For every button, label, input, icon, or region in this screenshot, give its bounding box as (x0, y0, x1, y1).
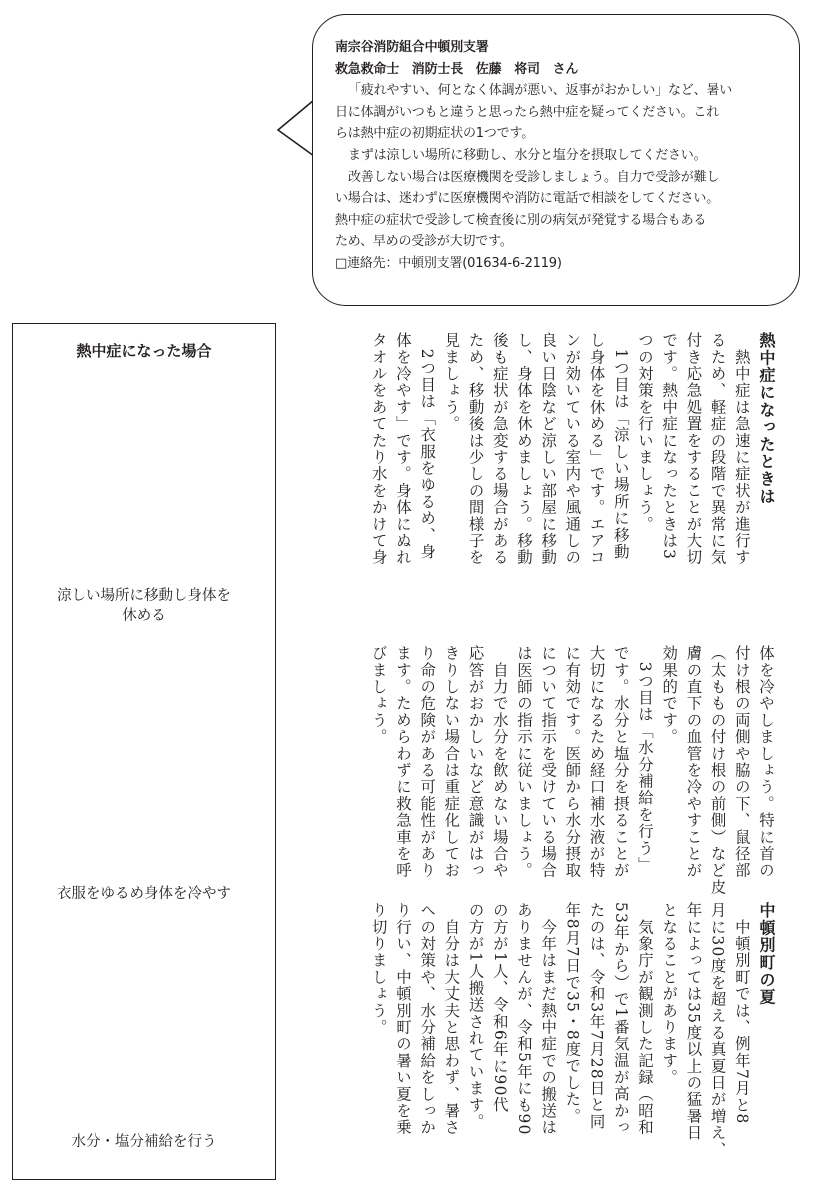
speech-bubble-tail (276, 96, 316, 160)
article-line: るため、軽症の段階で異常に気 (708, 332, 727, 566)
step-loosen-clothes: 衣服をゆるめ身体を冷やす (57, 886, 231, 902)
article-line: ンが効いている室内や風通しの (563, 332, 582, 566)
step-hydration: 水分・塩分補給を行う (71, 1134, 217, 1150)
article-line: 膚の直下の血管を冷やすことが (684, 645, 703, 879)
article-line: タオルをあてたり水をかけて身 (369, 332, 388, 566)
article-block-continued (367, 645, 778, 896)
bubble-text-line: まずは涼しい場所に移動し、水分と塩分を摂取してください。 (348, 147, 707, 163)
article-line: 応答がおかしいなど意識がはっ (466, 645, 485, 879)
bubble-organization: 南宗谷消防組合中頓別支署 (335, 40, 489, 55)
article-line: つの対策を行いましょう。 (635, 332, 654, 533)
article-line: ありませんが、令和5年にも90 (514, 902, 533, 1136)
article-block-heatstroke (367, 332, 778, 622)
bubble-text-line: い場合は、迷わずに医療機関や消防に電話で相談をしてください。 (335, 191, 720, 207)
bubble-text-line: 日に体調がいつもと違うと思ったら熱中症を疑ってください。これ (335, 104, 720, 120)
article-line: 体を冷やしましょう。特に首の (757, 645, 775, 879)
article-heading: 熱中症になったときは (757, 332, 776, 505)
bubble-text-line: 「疲れやすい、何となく体調が悪い、返事がおかしい」など、暑い (348, 83, 733, 99)
article-line: びましょう。 (369, 645, 388, 746)
article-line: は医師の指示に従いましょう。 (514, 645, 533, 879)
bubble-text-line: 改善しない場合は医療機関を受診しましょう。自力で受診が難し (348, 169, 720, 185)
article-heading: 中頓別町の夏 (757, 902, 776, 1006)
article-line: 自力で水分を飲めない場合や (490, 645, 509, 879)
step-cool-place (13, 586, 275, 626)
article-line: り行い、中頓別町の暑い夏を乗 (393, 902, 412, 1136)
steps-box-title: 熱中症になった場合 (76, 342, 212, 360)
article-line: （太ももの付け根の前側）など皮 (708, 645, 727, 896)
article-line: 見ましょう。 (442, 332, 461, 433)
bubble-text-line: ため、早めの受診が大切です。 (335, 234, 513, 250)
article-line: 熱中症は急速に症状が進行す (732, 332, 751, 566)
article-line: の方が1人搬送されています。 (466, 902, 485, 1131)
article-line: への対策や、水分補給をしっか (418, 902, 437, 1136)
article-line: たのは、令和3年7月28日と同 (587, 902, 606, 1131)
article-line: 年8月7日で35・8度でした。 (563, 902, 582, 1125)
article-line: について指示を受けている場合 (539, 645, 558, 879)
article-line: 年によっては35度以上の猛暑日 (684, 902, 703, 1142)
article-line: 良い日陰など涼しい部屋に移動 (539, 332, 558, 566)
article-line: 53年から）で1番気温が高かっ (611, 902, 630, 1136)
heatstroke-steps-box (12, 323, 276, 1180)
article-line: となることがあります。 (660, 902, 679, 1086)
article-line: 体を冷やす」です。身体にぬれ (393, 332, 412, 566)
article-line: ます。ためらわずに救急車を呼 (393, 645, 412, 879)
article-line: 自分は大丈夫と思わず、暑さ (442, 902, 461, 1136)
step-cool-place-line1: 涼しい場所に移動し身体を (57, 588, 231, 604)
article-line: ため、移動後は少しの間様子を (466, 332, 485, 566)
bubble-person: 救急救命士 消防士長 佐藤 将司 さん (335, 61, 579, 77)
article-line: 付き応急処置をすることが大切 (684, 332, 703, 566)
bubble-text-line: らは熱中症の初期症状の1つです。 (335, 126, 535, 142)
article-line: し身体を休める」です。エアコ (587, 332, 606, 566)
article-block-summer (367, 902, 778, 1182)
article-line: 大切になるため経口補水液が特 (587, 645, 606, 879)
article-line: 効果的です。 (660, 645, 679, 746)
article-line: 今年はまだ熱中症での搬送は (539, 902, 558, 1136)
article-line: 2つ目は「衣服をゆるめ、身 (418, 332, 437, 561)
article-line: 気象庁が観測した記録（昭和 (635, 902, 654, 1136)
article-line: です。熱中症になったときは3 (660, 332, 679, 561)
article-line: 中頓別町では、例年7月と8 (732, 902, 751, 1125)
article-line: です。水分と塩分を摂ることが (611, 645, 630, 879)
article-line: 1つ目は「涼しい場所に移動 (611, 332, 630, 561)
article-line: 後も症状が急変する場合がある (490, 332, 509, 566)
bubble-text-line: 熱中症の症状で受診して検査後に別の病気が発覚する場合もある (335, 212, 707, 228)
article-line: きりしない場合は重症化してお (442, 645, 461, 879)
article-line: 3つ目は「水分補給を行う」 (635, 645, 654, 874)
article-line: し、身体を休めましょう。移動 (514, 332, 533, 566)
article-line: り命の危険がある可能性があり (418, 645, 437, 879)
article-line: に有効です。医師から水分摂取 (563, 645, 582, 879)
speech-bubble (312, 14, 800, 306)
article-line: 付け根の両側や脇の下、鼠径部 (732, 645, 751, 879)
article-line: 月に30度を超える真夏日が増え、 (708, 902, 727, 1158)
article-line: の方が1人、令和6年に90代 (490, 902, 509, 1114)
bubble-contact: □連絡先：中頓別支署(01634-6-2119) (335, 255, 562, 271)
article-line: り切りましょう。 (369, 902, 388, 1036)
step-cool-place-line2: 休める (122, 608, 166, 624)
